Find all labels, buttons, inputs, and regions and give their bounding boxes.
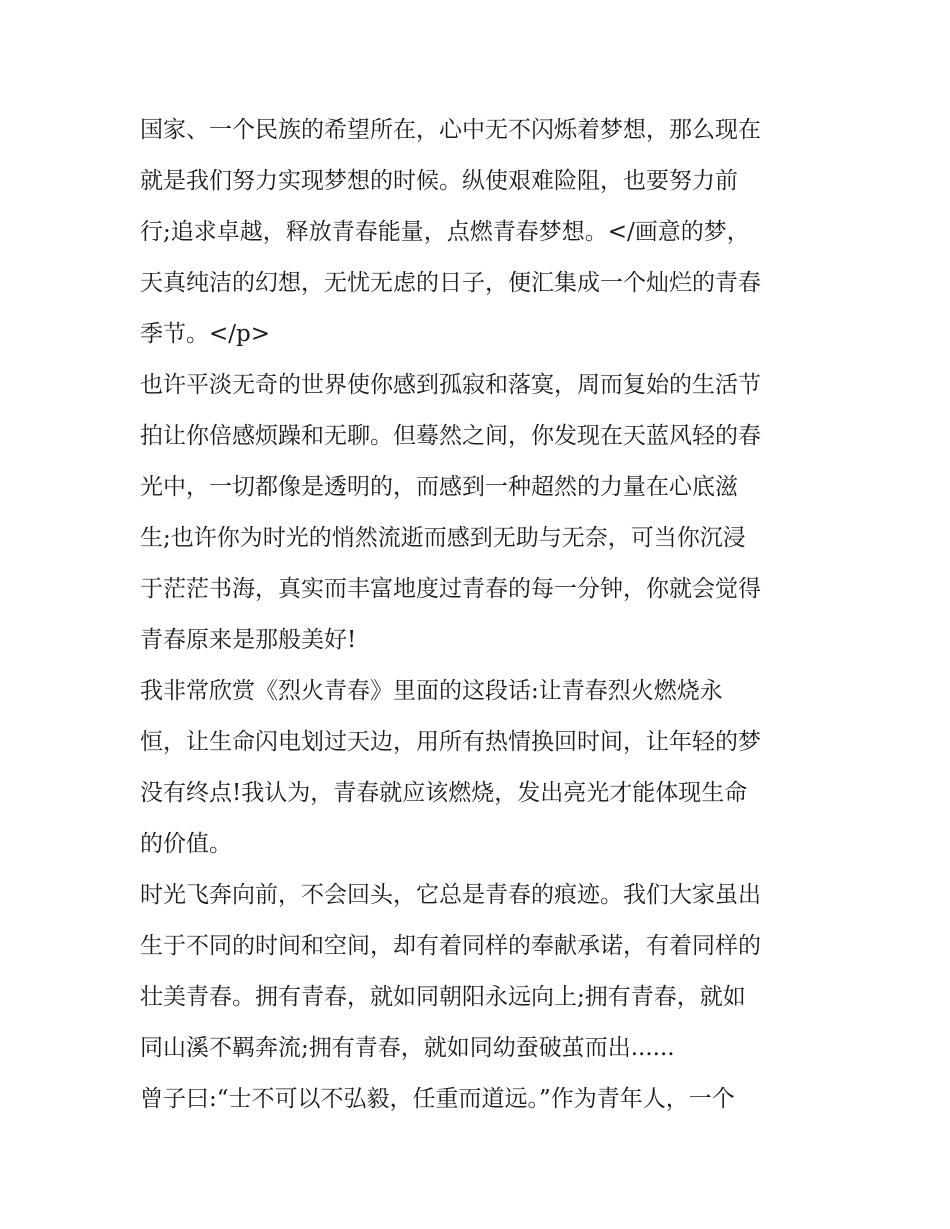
text-line: 天真纯洁的幻想，无忧无虑的日子，便汇集成一个灿烂的青春 [140, 270, 761, 296]
text-line: 行;追求卓越，释放青春能量，点燃青春梦想。</画意的梦， [140, 219, 750, 245]
text-line: 我非常欣赏《烈火青春》里面的这段话:让青春烈火燃烧永 [140, 678, 723, 704]
text-line: 青春原来是那般美好! [140, 627, 357, 653]
text-line: 恒，让生命闪电划过天边，用所有热情换回时间，让年轻的梦 [140, 729, 761, 755]
text-line: 于茫茫书海，真实而丰富地度过青春的每一分钟，你就会觉得 [140, 576, 761, 602]
text-line: 的价值。 [140, 831, 232, 857]
text-line: 也许平淡无奇的世界使你感到孤寂和落寞，周而复始的生活节 [140, 372, 761, 398]
text-line: 生;也许你为时光的悄然流逝而感到无助与无奈，可当你沉浸 [140, 525, 746, 551]
text-line: 同山溪不羁奔流;拥有青春，就如同幼蚕破茧而出...... [140, 1035, 675, 1061]
text-line: 没有终点!我认为，青春就应该燃烧，发出亮光才能体现生命 [140, 780, 748, 806]
text-line: 壮美青春。拥有青春，就如同朝阳永远向上;拥有青春，就如 [140, 984, 746, 1010]
text-line: 生于不同的时间和空间，却有着同样的奉献承诺，有着同样的 [140, 933, 761, 959]
text-line: 拍让你倍感烦躁和无聊。但蓦然之间，你发现在天蓝风轻的春 [140, 423, 761, 449]
document-body [140, 106, 820, 1126]
text-line: 曾子曰:“士不可以不弘毅，任重而道远。”作为青年人，一个 [140, 1086, 735, 1112]
text-line: 光中，一切都像是透明的，而感到一种超然的力量在心底滋 [140, 474, 738, 500]
text-line: 时光飞奔向前，不会回头，它总是青春的痕迹。我们大家虽出 [140, 882, 761, 908]
text-line: 就是我们努力实现梦想的时候。纵使艰难险阻，也要努力前 [140, 168, 738, 194]
text-line: 季节。</p> [140, 321, 271, 347]
text-line: 国家、一个民族的希望所在，心中无不闪烁着梦想，那么现在 [140, 117, 761, 143]
